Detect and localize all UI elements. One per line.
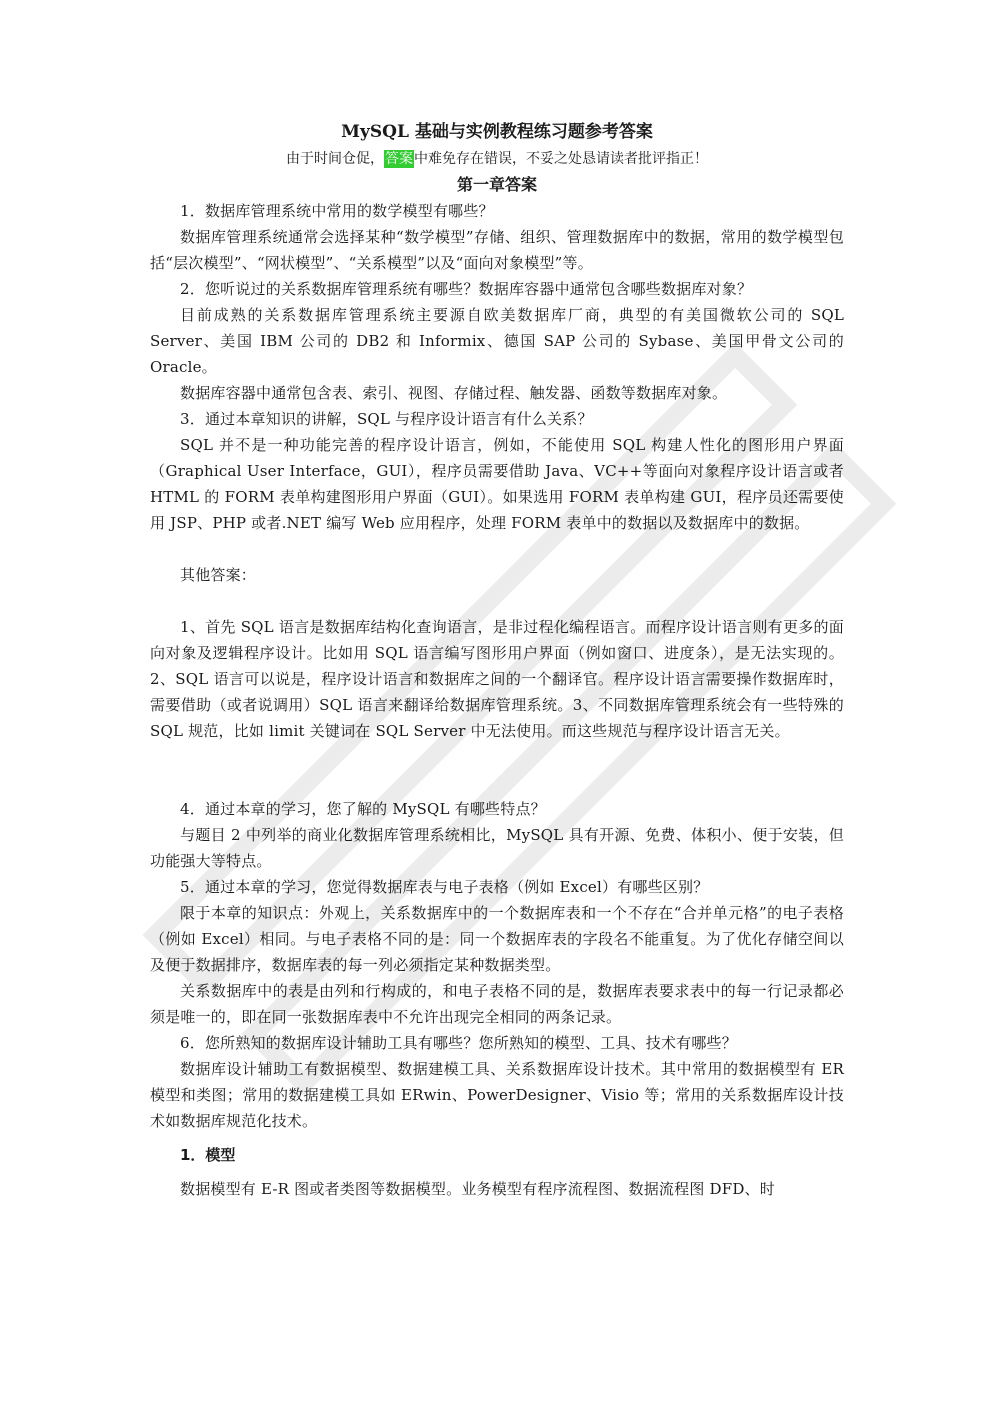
other-answers-label: 其他答案： [180, 566, 257, 584]
spacer [150, 536, 844, 562]
section-heading: 1．模型 [180, 1146, 236, 1164]
highlighted-word: 答案 [385, 151, 413, 167]
question-1: 1．数据库管理系统中常用的数学模型有哪些？ [180, 202, 494, 220]
question-6: 6．您所熟知的数据库设计辅助工具有哪些？您所熟知的模型、工具、技术有哪些？ [180, 1034, 737, 1052]
subtitle-pre: 由于时间仓促， [286, 151, 384, 167]
answer-2a: 目前成熟的关系数据库管理系统主要源自欧美数据库厂商，典型的有美国微软公司的 SQL Server、美国 IBM 公司的 DB2 和 Informix、德国 SAP 公司的 Sybase、美国甲骨文公司的 Oracle。 [150, 306, 844, 376]
answer-4: 与题目 2 中列举的商业化数据库管理系统相比，MySQL 具有开源、免费、体积小、便于安装，但功能强大等特点。 [150, 826, 844, 870]
answer-2b: 数据库容器中通常包含表、索引、视图、存储过程、触发器、函数等数据库对象。 [180, 384, 728, 402]
document-title: MySQL 基础与实例教程练习题参考答案 [341, 122, 653, 142]
document-page [150, 118, 844, 1202]
answer-6: 数据库设计辅助工有数据模型、数据建模工具、关系数据库设计技术。其中常用的数据模型有 ER 模型和类图；常用的数据建模工具如 ERwin、PowerDesigner、Visio 等；常用的关系数据库设计技术如数据库规范化技术。 [150, 1060, 844, 1130]
document-subtitle [150, 146, 844, 172]
question-5: 5．通过本章的学习，您觉得数据库表与电子表格（例如 Excel）有哪些区别？ [180, 878, 709, 896]
question-4: 4．通过本章的学习，您了解的 MySQL 有哪些特点？ [180, 800, 546, 818]
question-2: 2．您听说过的关系数据库管理系统有哪些？数据库容器中通常包含哪些数据库对象？ [180, 280, 753, 298]
chapter-title: 第一章答案 [456, 175, 537, 194]
spacer [150, 588, 844, 614]
answer-3: SQL 并不是一种功能完善的程序设计语言，例如，不能使用 SQL 构建人性化的图形用户界面（Graphical User Interface，GUI），程序员需要借助 Java、VC++等面向对象程序设计语言或者 HTML 的 FORM 表单构建图形用户界面（GUI）。如果选用 FORM 表单构建 GUI，程序员还需要使用 JSP、PHP 或者.NET 编写 Web 应用程序，处理 FORM 表单中的数据以及数据库中的数据。 [150, 436, 844, 532]
question-3: 3．通过本章知识的讲解，SQL 与程序设计语言有什么关系？ [180, 410, 593, 428]
subtitle-post: 中难免存在错误，不妥之处恳请读者批评指正！ [414, 151, 708, 167]
answer-1: 数据库管理系统通常会选择某种“数学模型”存储、组织、管理数据库中的数据，常用的数学模型包括“层次模型”、“网状模型”、“关系模型”以及“面向对象模型”等。 [150, 228, 844, 272]
spacer [150, 744, 844, 796]
other-answers-body: 1、首先 SQL 语言是数据库结构化查询语言，是非过程化编程语言。而程序设计语言则有更多的面向对象及逻辑程序设计。比如用 SQL 语言编写图形用户界面（例如窗口、进度条），是无法实现的。2、SQL 语言可以说是，程序设计语言和数据库之间的一个翻译官。程序设计语言需要操作数据库时，需要借助（或者说调用）SQL 语言来翻译给数据库管理系统。3、不同数据库管理系统会有一些特殊的 SQL 规范，比如 limit 关键词在 SQL Server 中无法使用。而这些规范与程序设计语言无关。 [150, 618, 845, 740]
answer-5b: 关系数据库中的表是由列和行构成的，和电子表格不同的是，数据库表要求表中的每一行记录都必须是唯一的，即在同一张数据库表中不允许出现完全相同的两条记录。 [150, 982, 844, 1026]
last-paragraph: 数据模型有 E-R 图或者类图等数据模型。业务模型有程序流程图、数据流程图 DFD、时 [180, 1180, 775, 1198]
answer-5a: 限于本章的知识点：外观上，关系数据库中的一个数据库表和一个不存在“合并单元格”的电子表格（例如 Excel）相同。与电子表格不同的是：同一个数据库表的字段名不能重复。为了优化存储空间以及便于数据排序，数据库表的每一列必须指定某种数据类型。 [150, 904, 844, 974]
